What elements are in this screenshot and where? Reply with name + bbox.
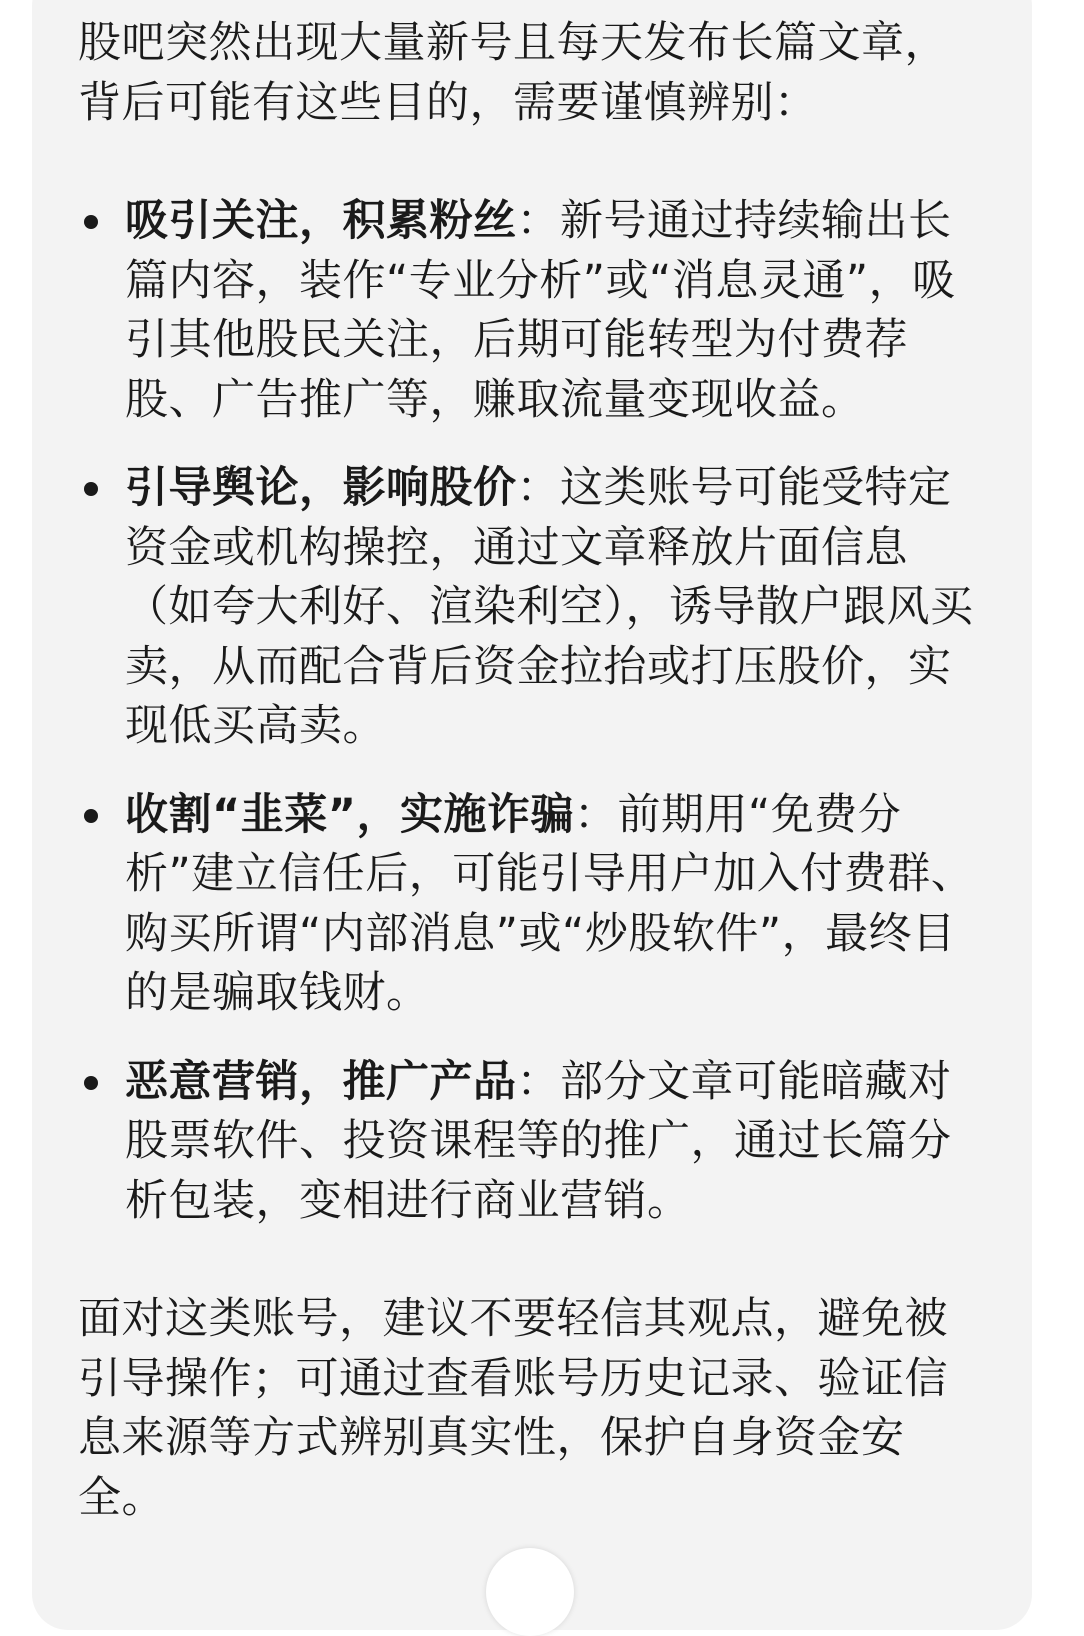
message-intro: 股吧突然出现大量新号且每天发布长篇文章，背后可能有这些目的，需要谨慎辨别： [78, 18, 948, 128]
bullet-icon [84, 482, 98, 496]
list-item-heading: 收割“韭菜”，实施诈骗 [125, 789, 575, 840]
scroll-down-button[interactable] [486, 1548, 574, 1636]
list-item [78, 192, 978, 430]
reasons-list [78, 192, 978, 1231]
assistant-message-content [78, 14, 978, 1528]
bullet-icon [84, 1076, 98, 1090]
bullet-icon [84, 215, 98, 229]
list-item-body: ：新号通过持续输出长篇内容，装作“专业分析”或“消息灵通”，吸引其他股民关注，后期可能转型为付费荐股、广告推广等，赚取流量变现收益。 [125, 196, 956, 425]
list-item-heading: 引导舆论，影响股价 [125, 463, 517, 513]
list-item-body: ：这类账号可能受特定资金或机构操控，通过文章释放片面信息（如夸大利好、渲染利空），诱导散户跟风买卖，从而配合背后资金拉抬或打压股价，实现低买高卖。 [125, 463, 974, 751]
list-item [78, 459, 978, 757]
bullet-icon [84, 809, 98, 823]
list-item-heading: 恶意营销，推广产品 [125, 1056, 517, 1107]
message-conclusion: 面对这类账号，建议不要轻信其观点，避免被引导操作；可通过查看账号历史记录、验证信息来源等方式辨别真实性，保护自身资金安全。 [78, 1294, 948, 1523]
list-item-body: ：部分文章可能暗藏对股票软件、投资课程等的推广，通过长篇分析包装，变相进行商业营销。 [125, 1056, 952, 1226]
list-item-heading: 吸引关注，积累粉丝 [125, 196, 517, 246]
list-item [78, 786, 978, 1024]
list-item [78, 1053, 978, 1232]
list-item-body: ：前期用“免费分析”建立信任后，可能引导用户加入付费群、购买所谓“内部消息”或“炒股软件”，最终目的是骗取钱财。 [125, 789, 975, 1018]
